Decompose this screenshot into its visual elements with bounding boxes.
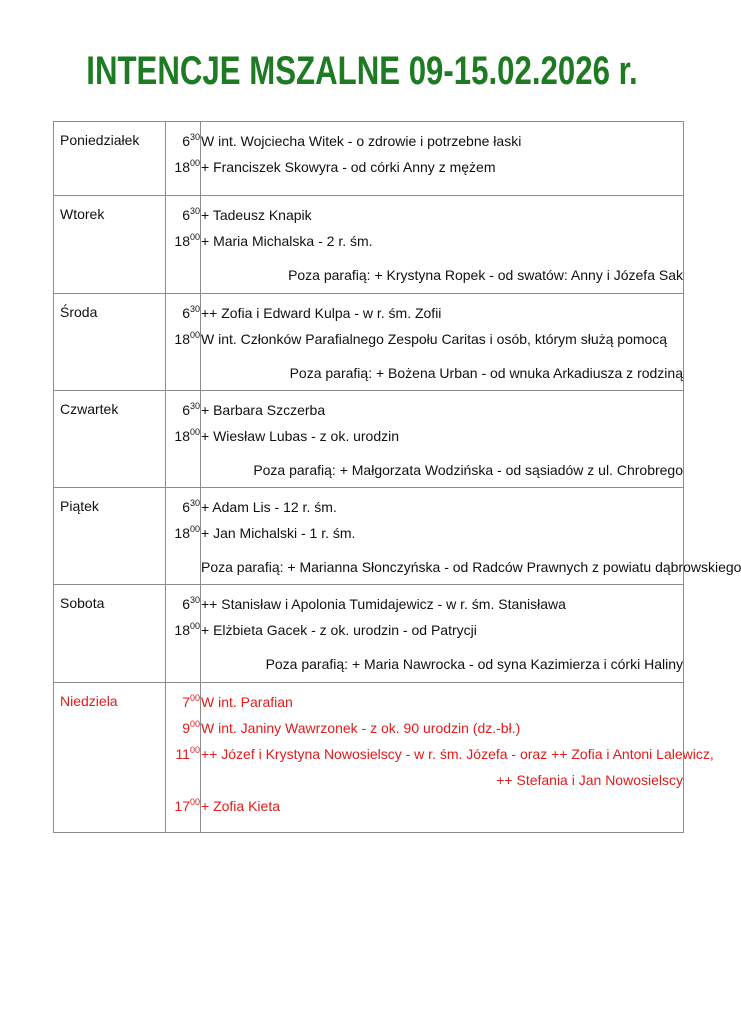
intention-text: ++ Zofia i Edward Kulpa - w r. śm. Zofii: [201, 305, 442, 321]
outside-parish-intention: Poza parafią: + Krystyna Ropek - od swatów: Anny i Józefa Sak: [288, 267, 683, 283]
intention-text: W int. Janiny Wawrzonek - z ok. 90 urodzin (dz.-bł.): [201, 720, 521, 736]
table-row-wednesday: [54, 294, 684, 391]
day-label: Środa: [60, 304, 98, 320]
intention-text: + Zofia Kieta: [201, 798, 280, 814]
intention-text: + Maria Michalska - 2 r. śm.: [201, 233, 373, 249]
outside-parish-intention: Poza parafią: + Małgorzata Wodzińska - od sąsiadów z ul. Chrobrego: [253, 462, 683, 478]
mass-time: $18^{00}$: [174, 621, 200, 638]
day-label: Poniedziałek: [60, 132, 140, 148]
table-row-thursday: [54, 391, 684, 488]
intention-text: W int. Członków Parafialnego Zespołu Caritas i osób, którym służą pomocą: [201, 331, 668, 347]
table-row-monday: [54, 122, 684, 196]
page-title: INTENCJE MSZALNE 09-15.02.2026 r.: [86, 49, 638, 93]
outside-parish-intention: Poza parafią: + Marianna Słonczyńska - od Radców Prawnych z powiatu dąbrowskiego: [201, 559, 741, 575]
intention-text: + Adam Lis - 12 r. śm.: [201, 499, 337, 515]
intention-text: + Franciszek Skowyra - od córki Anny z mężem: [201, 159, 496, 175]
intention-text: + Barbara Szczerba: [201, 402, 326, 418]
mass-time: $18^{00}$: [174, 427, 200, 444]
day-label: Czwartek: [60, 401, 119, 417]
outside-parish-intention: Poza parafią: + Maria Nawrocka - od syna Kazimierza i córki Haliny: [265, 656, 683, 672]
intention-text: W int. Parafian: [201, 694, 293, 710]
day-label: Sobota: [60, 595, 105, 611]
mass-time: $9^{00}$: [182, 719, 200, 736]
mass-time: $6^{30}$: [182, 206, 200, 223]
mass-time: $17^{00}$: [174, 797, 200, 814]
mass-time: $6^{30}$: [182, 401, 200, 418]
mass-time: $18^{00}$: [174, 524, 200, 541]
mass-time: $7^{00}$: [182, 693, 200, 710]
mass-time: $11^{00}$: [175, 745, 200, 762]
mass-time: $18^{00}$: [174, 330, 200, 347]
day-label: Wtorek: [60, 206, 105, 222]
table-row-sunday: [54, 683, 684, 833]
intention-text: + Jan Michalski - 1 r. śm.: [201, 525, 356, 541]
table-row-friday: [54, 488, 684, 585]
mass-time: $6^{30}$: [182, 304, 200, 321]
table-row-saturday: [54, 585, 684, 683]
outside-parish-intention: Poza parafią: + Bożena Urban - od wnuka Arkadiusza z rodziną: [289, 365, 683, 381]
intention-text: ++ Józef i Krystyna Nowosielscy - w r. śm. Józefa - oraz ++ Zofia i Antoni Lalewicz,: [201, 746, 714, 762]
day-label: Piątek: [60, 498, 99, 514]
mass-intentions-table: [53, 121, 741, 833]
mass-time: $18^{00}$: [174, 232, 200, 249]
mass-time: $18^{00}$: [174, 158, 200, 175]
mass-time: $6^{30}$: [182, 595, 200, 612]
mass-time: $6^{30}$: [182, 132, 200, 149]
intention-text: + Tadeusz Knapik: [201, 207, 312, 223]
table-row-tuesday: [54, 196, 684, 294]
day-label: Niedziela: [60, 693, 118, 709]
intention-text-continued: ++ Stefania i Jan Nowosielscy: [496, 772, 683, 788]
intention-text: ++ Stanisław i Apolonia Tumidajewicz - w r. śm. Stanisława: [201, 596, 566, 612]
intention-text: W int. Wojciecha Witek - o zdrowie i potrzebne łaski: [201, 133, 522, 149]
intention-text: + Elżbieta Gacek - z ok. urodzin - od Patrycji: [201, 622, 477, 638]
intention-text: + Wiesław Lubas - z ok. urodzin: [201, 428, 400, 444]
mass-time: $6^{30}$: [182, 498, 200, 515]
